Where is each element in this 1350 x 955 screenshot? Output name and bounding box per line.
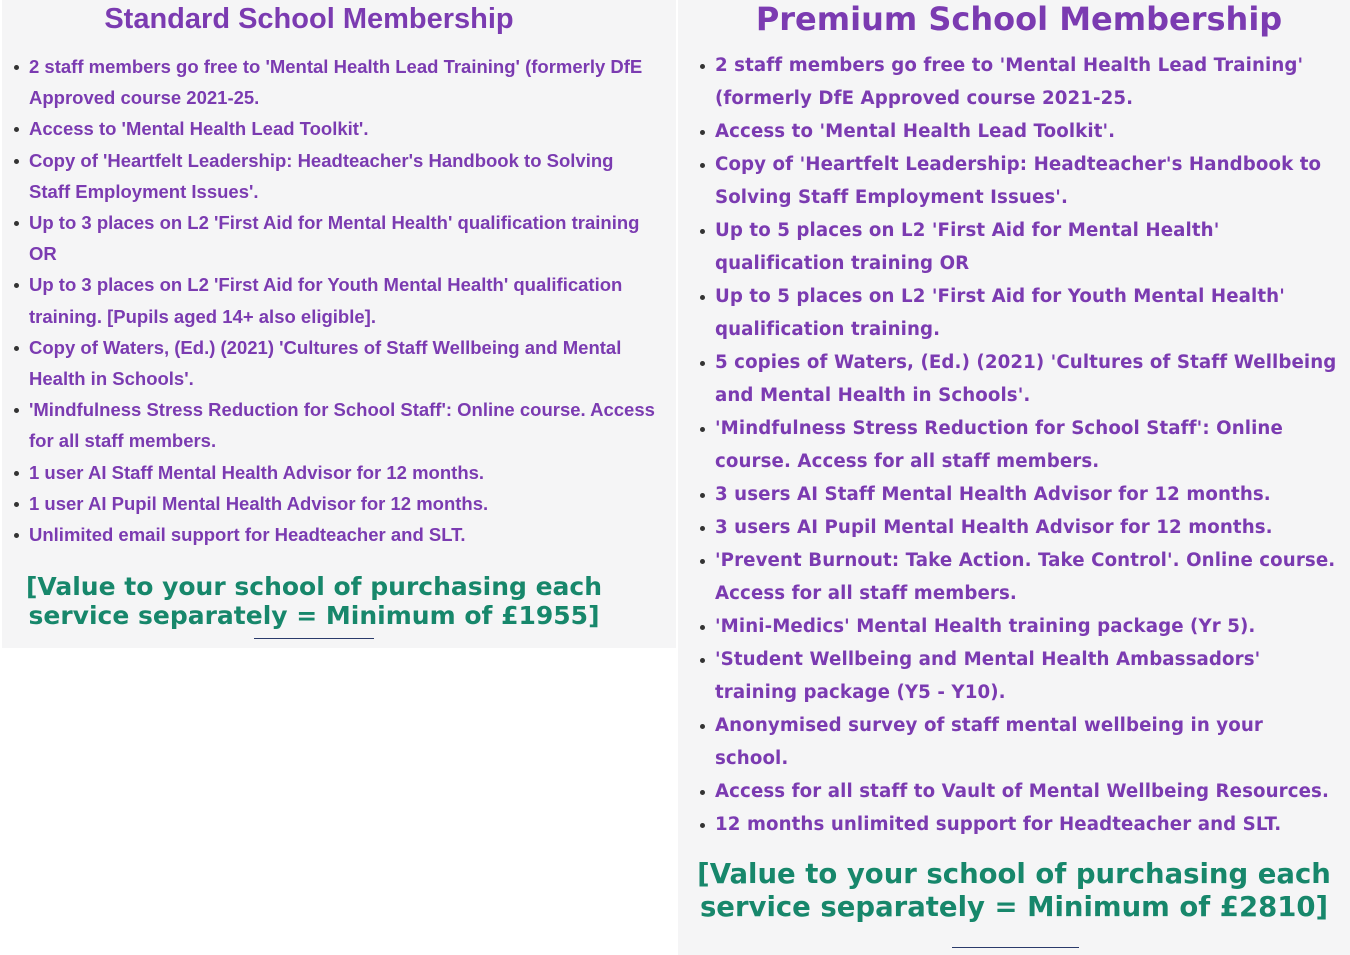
list-item: Copy of 'Heartfelt Leadership: Headteacher's Handbook to Solving Staff Employment Issues'. <box>715 148 1342 214</box>
premium-feature-list <box>678 49 1350 841</box>
list-item: Up to 5 places on L2 'First Aid for Mental Health' qualification training OR <box>715 214 1342 280</box>
list-item: 'Mindfulness Stress Reduction for School Staff': Online course. Access for all staff members. <box>29 394 656 456</box>
standard-membership-title: Standard School Membership <box>104 3 514 35</box>
standard-feature-list <box>2 51 676 550</box>
list-item: 5 copies of Waters, (Ed.) (2021) 'Cultures of Staff Wellbeing and Mental Health in Schools'. <box>715 346 1342 412</box>
list-item: 1 user AI Staff Mental Health Advisor for 12 months. <box>29 457 656 488</box>
premium-value-note: [Value to your school of purchasing each service separately = Minimum of £2810] <box>697 858 1331 923</box>
list-item: 'Mindfulness Stress Reduction for School Staff': Online course. Access for all staff members. <box>715 412 1342 478</box>
list-item: Up to 3 places on L2 'First Aid for Mental Health' qualification training OR <box>29 207 656 269</box>
standard-membership-panel <box>2 0 676 648</box>
list-item: 1 user AI Pupil Mental Health Advisor for 12 months. <box>29 488 656 519</box>
premium-divider <box>952 947 1079 948</box>
premium-membership-panel <box>678 0 1350 955</box>
list-item: Access for all staff to Vault of Mental Wellbeing Resources. <box>715 775 1342 808</box>
list-item: 'Prevent Burnout: Take Action. Take Control'. Online course. Access for all staff members. <box>715 544 1342 610</box>
list-item: Up to 3 places on L2 'First Aid for Youth Mental Health' qualification training. [Pupils aged 14+ also eligible]. <box>29 269 656 331</box>
list-item: Access to 'Mental Health Lead Toolkit'. <box>715 115 1342 148</box>
list-item: 'Mini-Medics' Mental Health training package (Yr 5). <box>715 610 1342 643</box>
list-item: Access to 'Mental Health Lead Toolkit'. <box>29 113 656 144</box>
list-item: Copy of Waters, (Ed.) (2021) 'Cultures of Staff Wellbeing and Mental Health in Schools'. <box>29 332 656 394</box>
list-item: Unlimited email support for Headteacher and SLT. <box>29 519 656 550</box>
list-item: Up to 5 places on L2 'First Aid for Youth Mental Health' qualification training. <box>715 280 1342 346</box>
premium-membership-title: Premium School Membership <box>755 0 1283 38</box>
list-item: 2 staff members go free to 'Mental Health Lead Training' (formerly DfE Approved course 2021-25. <box>29 51 656 113</box>
list-item: 2 staff members go free to 'Mental Health Lead Training' (formerly DfE Approved course 2021-25. <box>715 49 1342 115</box>
list-item: Anonymised survey of staff mental wellbeing in your school. <box>715 709 1342 775</box>
list-item: 12 months unlimited support for Headteacher and SLT. <box>715 808 1342 841</box>
list-item: 'Student Wellbeing and Mental Health Ambassadors' training package (Y5 - Y10). <box>715 643 1342 709</box>
standard-divider <box>254 638 374 639</box>
standard-value-note: [Value to your school of purchasing each service separately = Minimum of £1955] <box>25 572 603 631</box>
list-item: 3 users AI Staff Mental Health Advisor for 12 months. <box>715 478 1342 511</box>
list-item: Copy of 'Heartfelt Leadership: Headteacher's Handbook to Solving Staff Employment Issues'. <box>29 145 656 207</box>
list-item: 3 users AI Pupil Mental Health Advisor for 12 months. <box>715 511 1342 544</box>
